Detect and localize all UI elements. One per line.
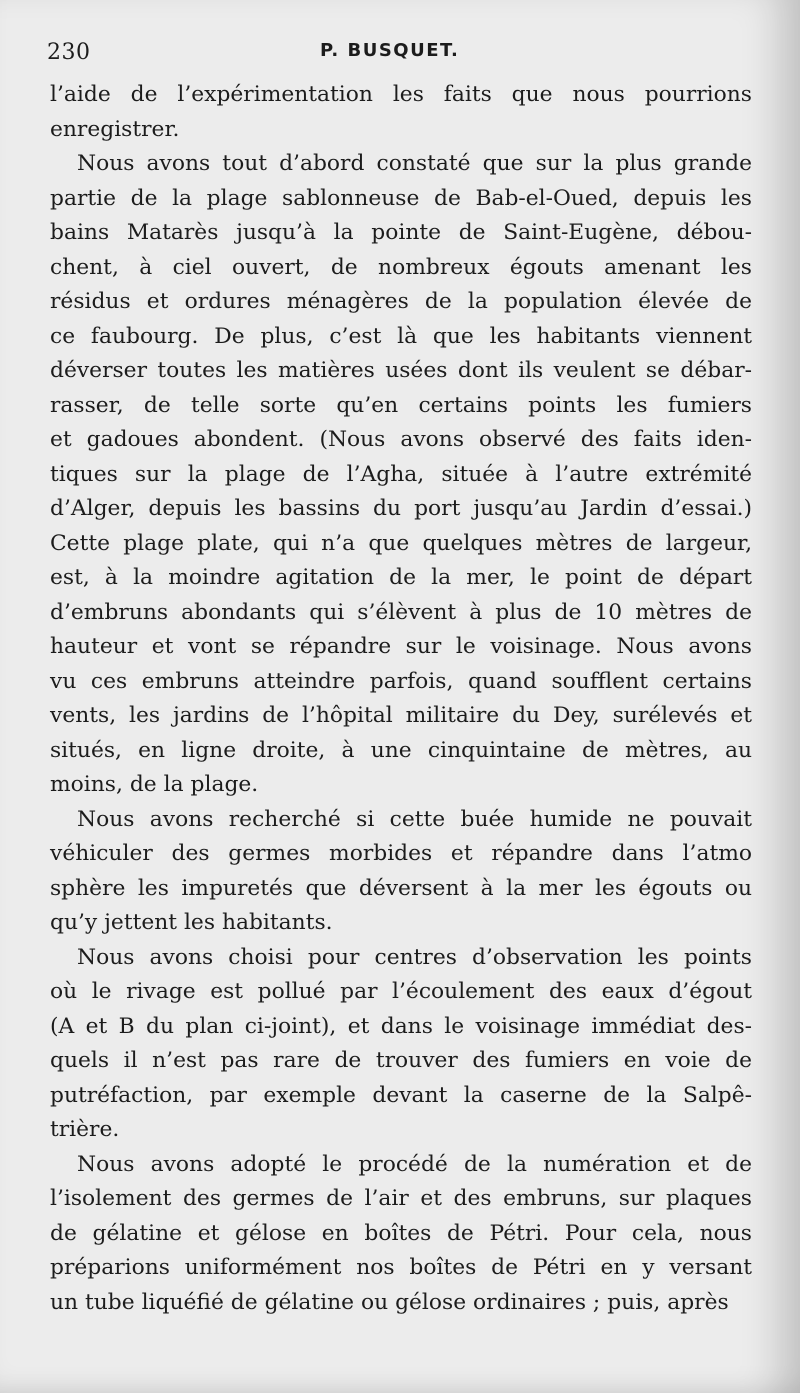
text-line: situés, en ligne droite, à une cinquintaine de mètres, au <box>50 737 752 763</box>
text-line: d’embruns abondants qui s’élèvent à plus de 10 mètres de <box>50 599 752 625</box>
text-line: enregistrer. <box>50 116 180 142</box>
paragraph <box>50 147 752 803</box>
text-line: véhiculer des germes morbides et répandre dans l’atmo <box>50 841 752 866</box>
body-text <box>50 78 752 1320</box>
text-line: est, à la moindre agitation de la mer, le point de départ <box>50 565 752 590</box>
paragraph <box>50 1148 752 1321</box>
text-line: moins, de la plage. <box>50 772 259 797</box>
text-line: partie de la plage sablonneuse de Bab-el-Oued, depuis les <box>50 185 752 211</box>
text-line: rasser, de telle sorte qu’en certains points les fumiers <box>50 392 752 418</box>
text-line: hauteur et vont se répandre sur le voisinage. Nous avons <box>50 634 752 659</box>
text-line: vents, les jardins de l’hôpital militaire du Dey, surélevés et <box>50 703 752 728</box>
text-line: putréfaction, par exemple devant la caserne de la Salpê- <box>50 1082 752 1108</box>
text-line: de gélatine et gélose en boîtes de Pétri. Pour cela, nous <box>50 1220 752 1246</box>
text-line: l’aide de l’expérimentation les faits que nous pourrions <box>50 82 752 107</box>
page-number: 230 <box>47 40 91 65</box>
text-line: tiques sur la plage de l’Agha, située à l’autre extrémité <box>50 461 752 487</box>
paragraph <box>50 941 752 1148</box>
text-line: d’Alger, depuis les bassins du port jusqu’au Jardin d’essai.) <box>50 496 752 521</box>
running-head: P. BUSQUET. <box>320 40 460 61</box>
text-line: Cette plage plate, qui n’a que quelques mètres de largeur, <box>50 530 752 556</box>
text-line: Nous avons adopté le procédé de la numération et de <box>77 1151 752 1177</box>
text-line: (A et B du plan ci-joint), et dans le voisinage immédiat des- <box>50 1013 752 1039</box>
text-line: Nous avons tout d’abord constaté que sur la plus grande <box>77 151 752 176</box>
text-line: chent, à ciel ouvert, de nombreux égouts amenant les <box>50 254 752 280</box>
text-line: Nous avons choisi pour centres d’observation les points <box>77 944 752 970</box>
text-line: bains Matarès jusqu’à la pointe de Saint-Eugène, débou- <box>50 220 752 245</box>
text-line: où le rivage est pollué par l’écoulement des eaux d’égout <box>50 979 752 1004</box>
text-line: préparions uniformément nos boîtes de Pétri en y versant <box>50 1255 752 1280</box>
paragraph <box>50 803 752 941</box>
text-line: résidus et ordures ménagères de la population élevée de <box>50 289 752 314</box>
text-line: sphère les impuretés que déversent à la mer les égouts ou <box>50 875 752 901</box>
text-line: trière. <box>50 1117 120 1142</box>
text-line: quels il n’est pas rare de trouver des fumiers en voie de <box>50 1048 752 1073</box>
text-line: qu’y jettent les habitants. <box>50 910 333 935</box>
text-line: et gadoues abondent. (Nous avons observé des faits iden- <box>50 427 752 452</box>
text-line: l’isolement des germes de l’air et des embruns, sur plaques <box>50 1186 752 1211</box>
text-line: un tube liquéfié de gélatine ou gélose ordinaires ; puis, après <box>50 1289 729 1315</box>
paragraph <box>50 78 752 147</box>
text-line: ce faubourg. De plus, c’est là que les habitants viennent <box>50 323 752 349</box>
text-line: déverser toutes les matières usées dont ils veulent se débar- <box>50 358 752 383</box>
text-line: vu ces embruns atteindre parfois, quand soufflent certains <box>50 668 752 694</box>
text-line: Nous avons recherché si cette buée humide ne pouvait <box>77 806 752 832</box>
